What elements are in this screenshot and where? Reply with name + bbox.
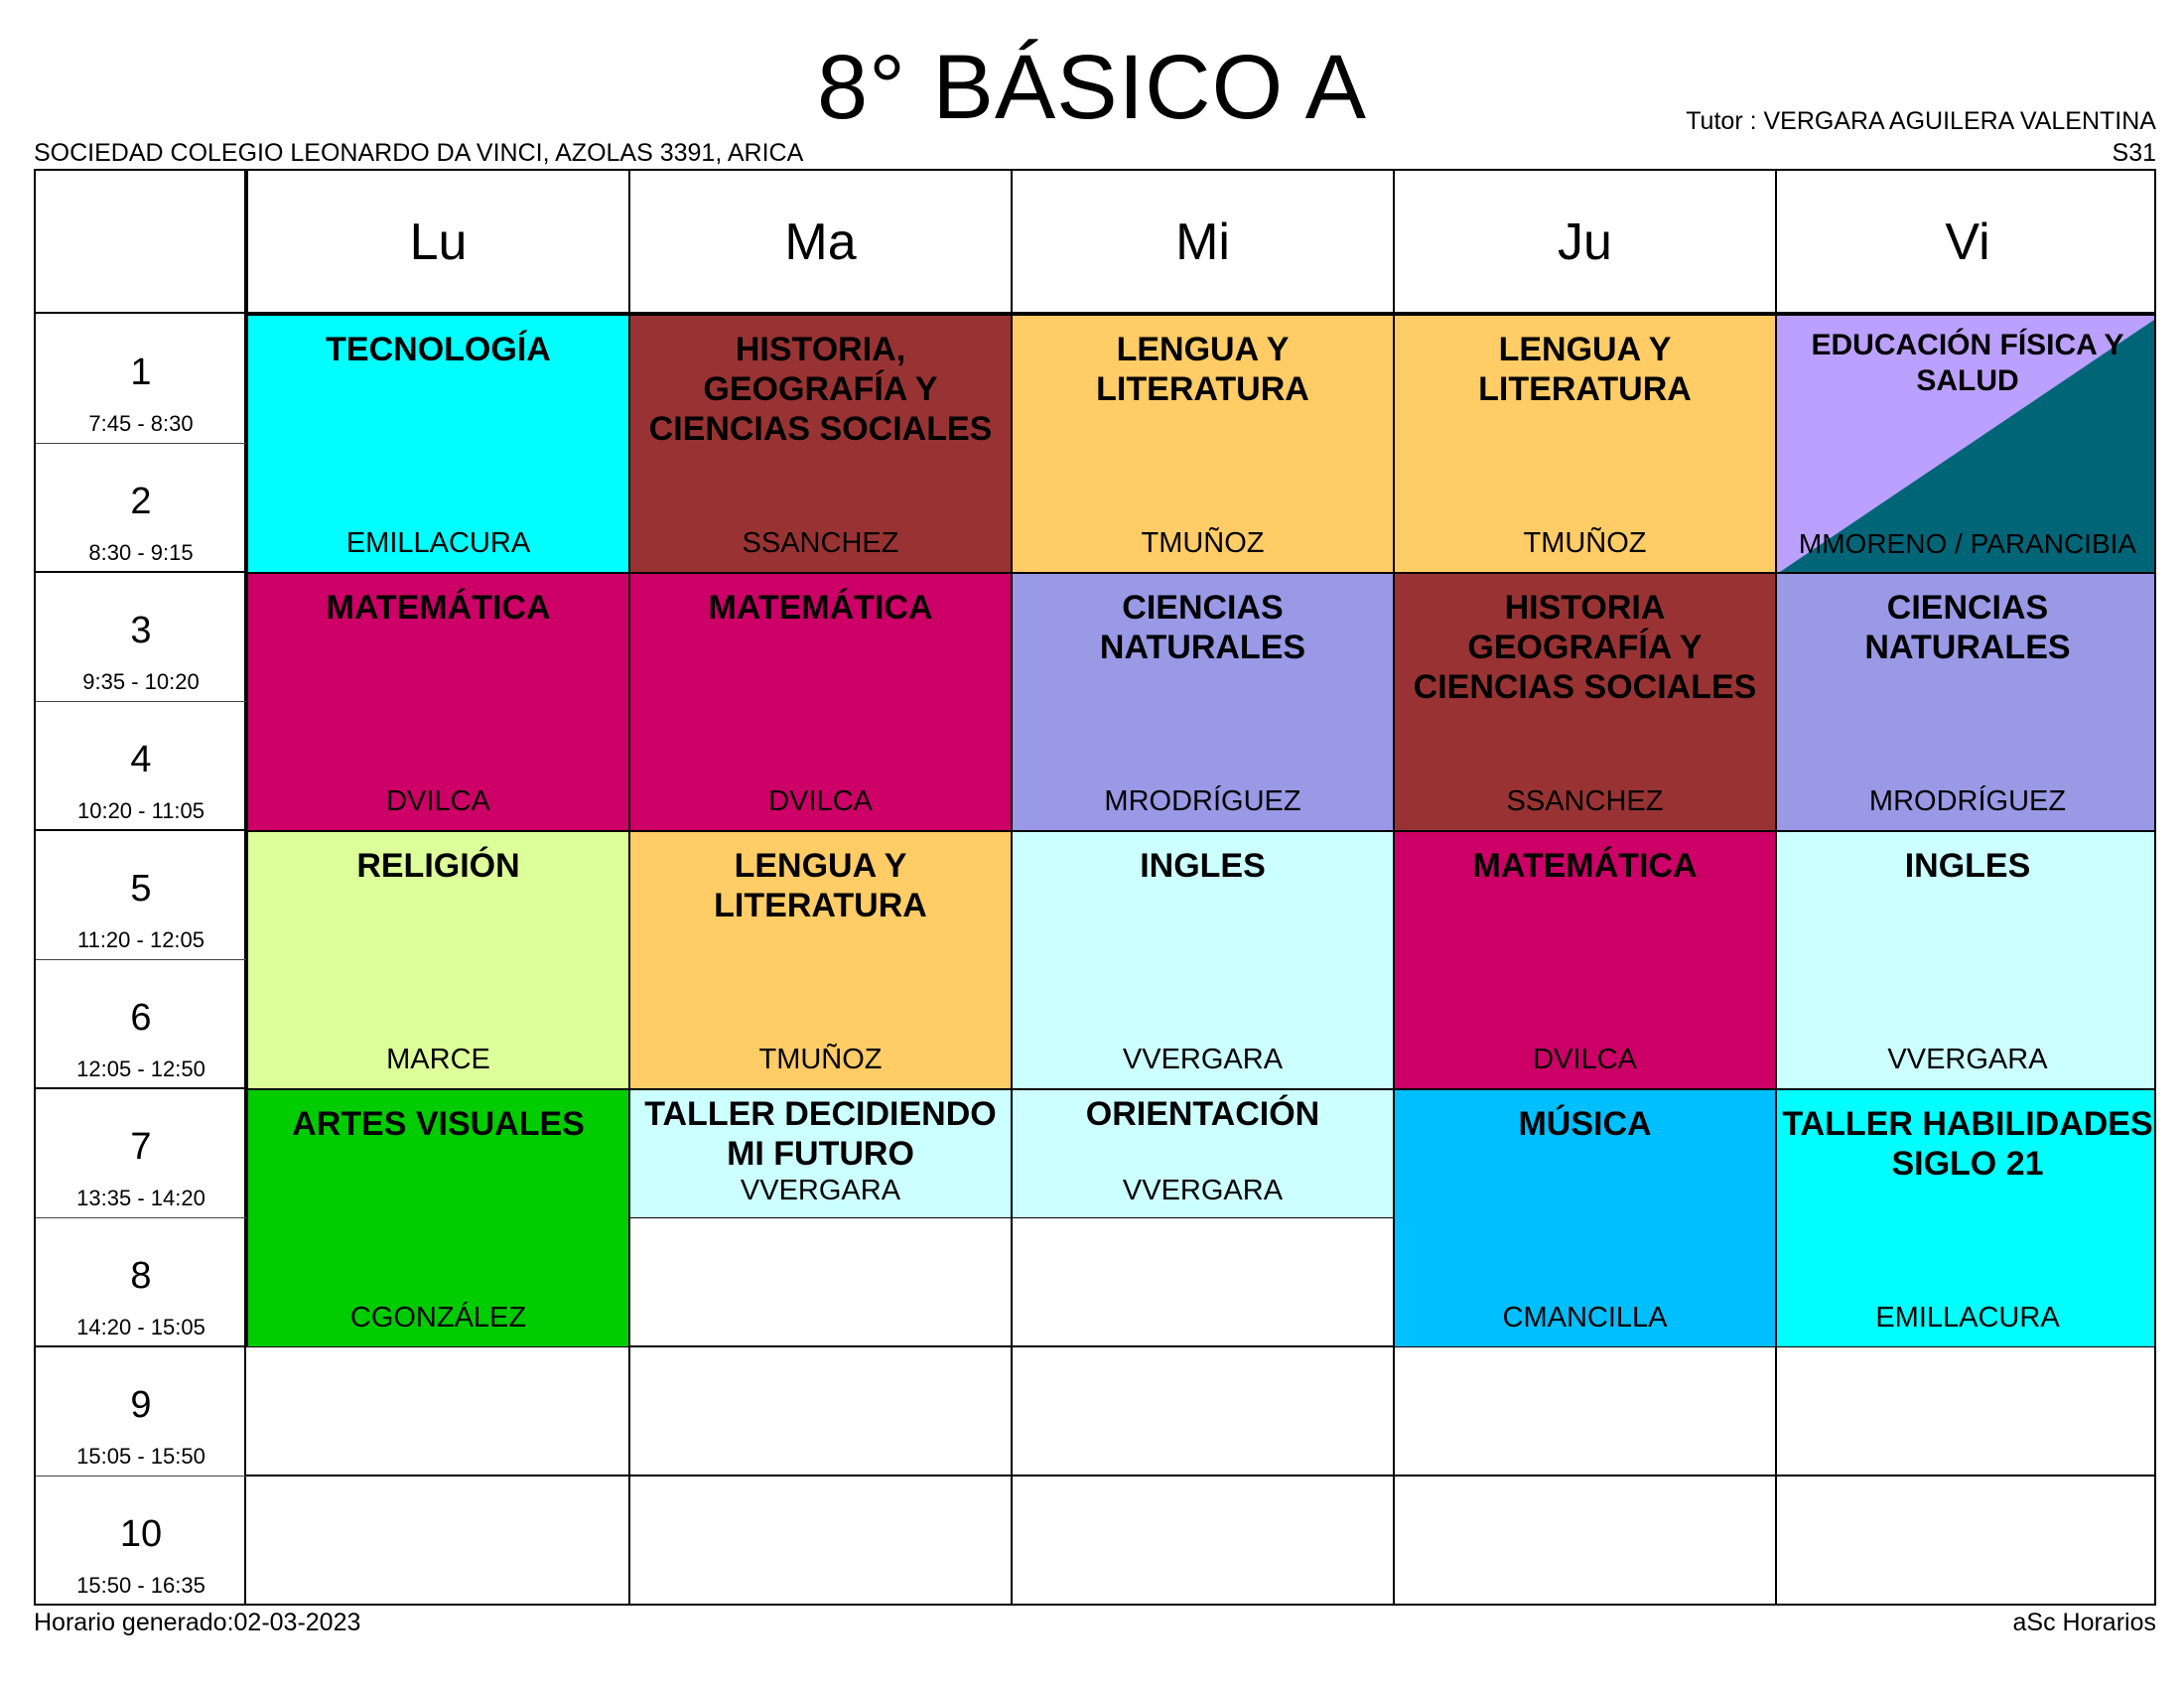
period-label-9 — [36, 1346, 246, 1476]
school-label: SOCIEDAD COLEGIO LEONARDO DA VINCI, AZOLAS 3391, ARICA — [34, 139, 804, 167]
period-label-2 — [36, 443, 246, 572]
lesson-subject: ORIENTACIÓN — [1085, 1095, 1320, 1133]
lesson-subject: INGLES — [1904, 847, 2031, 885]
lesson-teacher: SSANCHEZ — [1506, 785, 1664, 817]
lesson-lu-p5[interactable] — [246, 830, 628, 1088]
lesson-teacher: VVERGARA — [1122, 1044, 1284, 1075]
period-time: 9:35 - 10:20 — [82, 669, 200, 694]
period-time: 14:20 - 15:05 — [76, 1315, 205, 1339]
period-label-5 — [36, 830, 246, 959]
period-label-7 — [36, 1088, 246, 1217]
lesson-teacher: DVILCA — [386, 785, 490, 817]
lesson-teacher: DVILCA — [768, 785, 873, 817]
period-number: 8 — [130, 1255, 152, 1297]
lesson-lu-p3[interactable] — [246, 572, 628, 830]
period-divider — [36, 443, 246, 444]
lesson-ma-p3[interactable] — [628, 572, 1011, 830]
generated-date: Horario generado:02-03-2023 — [34, 1609, 361, 1636]
lesson-vi-p7[interactable] — [1775, 1088, 2156, 1346]
lesson-mi-p5[interactable] — [1011, 830, 1393, 1088]
lesson-teacher: MRODRÍGUEZ — [1868, 785, 2067, 817]
day-header-vi: Vi — [1775, 171, 2156, 314]
period-time: 15:50 - 16:35 — [76, 1573, 205, 1598]
lesson-vi-p1[interactable] — [1775, 314, 2156, 572]
lesson-mi-p7[interactable] — [1011, 1088, 1393, 1217]
lesson-teacher: VVERGARA — [1887, 1044, 2048, 1075]
lesson-subject: MÚSICA — [1518, 1105, 1652, 1143]
period-label-6 — [36, 959, 246, 1088]
period-divider — [36, 701, 246, 702]
period-time: 10:20 - 11:05 — [76, 798, 205, 823]
lesson-subject: INGLES — [1140, 847, 1266, 885]
period-label-4 — [36, 701, 246, 830]
lesson-subject: TECNOLOGÍA — [326, 331, 551, 368]
period-number: 10 — [119, 1513, 163, 1555]
lesson-teacher: MMORENO / PARANCIBIA — [1798, 528, 2137, 559]
lesson-vi-p3[interactable] — [1775, 572, 2156, 830]
lesson-teacher: TMUÑOZ — [1141, 527, 1265, 559]
period-number: 6 — [130, 997, 152, 1039]
lesson-teacher: EMILLACURA — [1875, 1302, 2060, 1334]
lesson-mi-p3[interactable] — [1011, 572, 1393, 830]
day-header-mi: Mi — [1011, 171, 1393, 314]
lesson-lu-p7[interactable] — [246, 1088, 628, 1346]
lesson-subject: LENGUA Y LITERATURA — [714, 847, 927, 924]
lesson-ju-p3[interactable] — [1393, 572, 1775, 830]
period-label-10 — [36, 1476, 246, 1605]
lesson-lu-p1[interactable] — [246, 314, 628, 572]
lesson-teacher: VVERGARA — [1122, 1175, 1284, 1206]
lesson-vi-p5[interactable] — [1775, 830, 2156, 1088]
period-number: 5 — [130, 868, 152, 910]
lesson-subject: LENGUA Y LITERATURA — [1478, 331, 1692, 408]
software-credit: aSc Horarios — [2012, 1609, 2156, 1636]
lesson-subject: TALLER HABILIDADES SIGLO 21 — [1782, 1105, 2153, 1183]
lesson-teacher: DVILCA — [1533, 1044, 1637, 1075]
period-number: 1 — [130, 352, 152, 393]
period-label-8 — [36, 1217, 246, 1346]
tutor-label: Tutor : VERGARA AGUILERA VALENTINA — [1686, 107, 2156, 135]
lesson-teacher: EMILLACURA — [345, 527, 531, 559]
lesson-subject: ARTES VISUALES — [292, 1105, 585, 1143]
lesson-subject: LENGUA Y LITERATURA — [1096, 331, 1309, 408]
lesson-subject: EDUCACIÓN FÍSICA Y SALUD — [1811, 329, 2124, 397]
period-time: 13:35 - 14:20 — [76, 1186, 205, 1210]
lesson-subject: HISTORIA GEOGRAFÍA Y CIENCIAS SOCIALES — [1413, 589, 1757, 706]
period-divider — [36, 1476, 246, 1477]
lesson-ma-p1[interactable] — [628, 314, 1011, 572]
period-number: 7 — [130, 1126, 152, 1168]
day-header-ma: Ma — [628, 171, 1011, 314]
period-time: 15:05 - 15:50 — [76, 1444, 205, 1469]
lesson-ju-p1[interactable] — [1393, 314, 1775, 572]
period-divider — [36, 1217, 246, 1218]
lesson-ju-p7[interactable] — [1393, 1088, 1775, 1346]
room-label: S31 — [2112, 139, 2156, 167]
lesson-subject: MATEMÁTICA — [708, 589, 933, 627]
lesson-subject: RELIGIÓN — [356, 847, 520, 885]
period-time: 12:05 - 12:50 — [76, 1056, 205, 1081]
period-time: 11:20 - 12:05 — [76, 927, 205, 952]
lesson-teacher: MARCE — [386, 1044, 490, 1075]
period-number: 2 — [130, 481, 152, 522]
lesson-subject: CIENCIAS NATURALES — [1864, 589, 2071, 666]
day-header-lu: Lu — [246, 171, 628, 314]
lesson-teacher: TMUÑOZ — [758, 1044, 883, 1075]
period-label-3 — [36, 572, 246, 701]
lesson-teacher: SSANCHEZ — [742, 527, 899, 559]
lesson-ju-p5[interactable] — [1393, 830, 1775, 1088]
period-label-1 — [36, 314, 246, 443]
lesson-teacher: MRODRÍGUEZ — [1104, 785, 1301, 817]
lesson-teacher: CGONZÁLEZ — [349, 1302, 527, 1334]
period-time: 7:45 - 8:30 — [88, 411, 194, 436]
lesson-teacher: TMUÑOZ — [1523, 527, 1647, 559]
lesson-subject: MATEMÁTICA — [326, 589, 551, 627]
timetable-grid — [34, 169, 2156, 1606]
lesson-subject: MATEMÁTICA — [1472, 847, 1698, 885]
empty-slot-divider — [246, 1475, 2156, 1477]
period-number: 9 — [130, 1384, 152, 1426]
lesson-ma-p7[interactable] — [628, 1088, 1011, 1217]
schedule-title: 8° BÁSICO A — [816, 37, 1367, 138]
lesson-subject: TALLER DECIDIENDO MI FUTURO — [644, 1095, 997, 1173]
lesson-mi-p1[interactable] — [1011, 314, 1393, 572]
lesson-ma-p5[interactable] — [628, 830, 1011, 1088]
period-number: 4 — [130, 739, 152, 780]
period-time: 8:30 - 9:15 — [88, 540, 194, 565]
period-divider — [36, 959, 246, 960]
lesson-subject: HISTORIA, GEOGRAFÍA Y CIENCIAS SOCIALES — [648, 331, 993, 448]
day-header-ju: Ju — [1393, 171, 1775, 314]
period-number: 3 — [130, 610, 152, 651]
lesson-teacher: CMANCILLA — [1502, 1302, 1668, 1334]
lesson-teacher: VVERGARA — [740, 1175, 901, 1206]
lesson-subject: CIENCIAS NATURALES — [1099, 589, 1306, 666]
